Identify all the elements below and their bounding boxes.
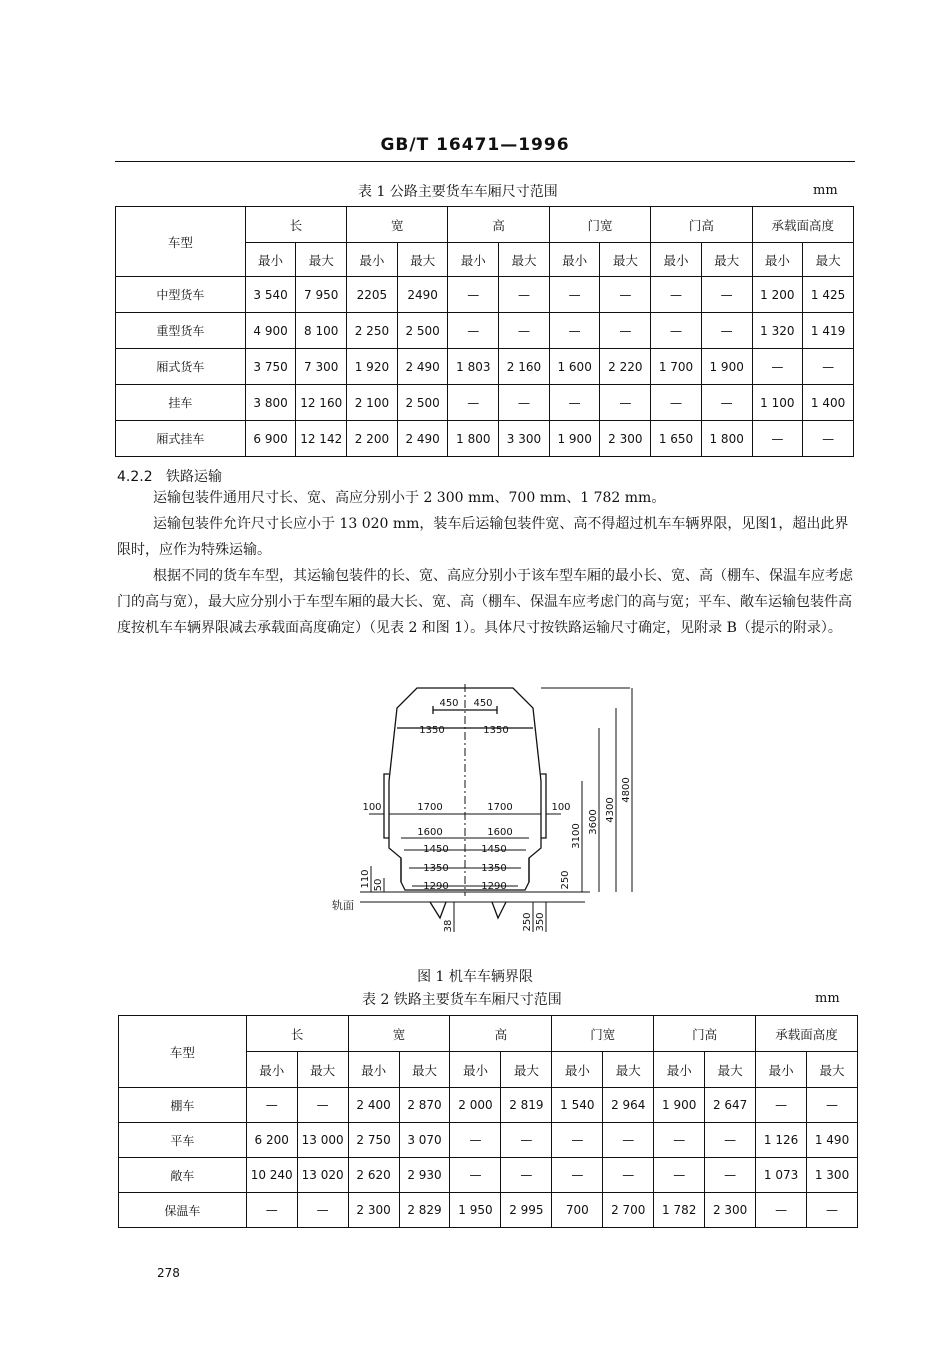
table-cell: — xyxy=(705,1158,756,1193)
dim-label: 1700 xyxy=(487,802,513,813)
table1-sub-max: 最大 xyxy=(296,243,347,277)
table-cell: 2 500 xyxy=(397,313,448,349)
table2-sub-max: 最大 xyxy=(705,1052,756,1088)
table2-sub-min: 最小 xyxy=(552,1052,603,1088)
table1-sub-min: 最小 xyxy=(752,243,803,277)
table-row xyxy=(116,421,854,457)
table2-group-header: 门宽 xyxy=(552,1016,654,1052)
table2-sub-min: 最小 xyxy=(246,1052,297,1088)
table1-caption: 表 1 公路主要货车车厢尺寸范围 xyxy=(358,184,558,200)
table-cell: 1 950 xyxy=(450,1193,501,1228)
table-cell: 1 320 xyxy=(752,313,803,349)
table-cell: 1 800 xyxy=(701,421,752,457)
table-row xyxy=(116,277,854,313)
table-cell: — xyxy=(701,313,752,349)
table-cell: — xyxy=(549,277,600,313)
table-cell: 1 100 xyxy=(752,385,803,421)
header-rule xyxy=(115,161,855,162)
table1-sub-min: 最小 xyxy=(448,243,499,277)
table-cell: 6 200 xyxy=(246,1123,297,1158)
table-cell: — xyxy=(448,277,499,313)
table-cell: 2 750 xyxy=(348,1123,399,1158)
table-row xyxy=(116,349,854,385)
row-type-name: 保温车 xyxy=(119,1193,247,1228)
table-cell: 700 xyxy=(552,1193,603,1228)
table-cell: — xyxy=(552,1123,603,1158)
table-cell: 1 650 xyxy=(651,421,702,457)
row-type-name: 中型货车 xyxy=(116,277,246,313)
row-type-name: 平车 xyxy=(119,1123,247,1158)
table1-sub-max: 最大 xyxy=(600,243,651,277)
table-cell: — xyxy=(246,1193,297,1228)
table-cell: 1 419 xyxy=(803,313,854,349)
table-cell: — xyxy=(603,1123,654,1158)
paragraph: 根据不同的货车车型，其运输包装件的长、宽、高应分别小于该车型车厢的最小长、宽、高（棚车、保温车应考虑门的高与宽），最大应分别小于车型车厢的最大长、宽、高（棚车、保温车应考虑门的高与宽；平车、敞车运输包装件高度按机车车辆界限减去承载面高度确定）（见表 2 和图 1）。具体尺寸按铁路运输尺寸确定，见附录 B（提示的附录）。 xyxy=(117,568,853,636)
table1-sub-min: 最小 xyxy=(651,243,702,277)
table1-sub-max: 最大 xyxy=(803,243,854,277)
table-cell: — xyxy=(450,1158,501,1193)
paragraph: 运输包装件允许尺寸长应小于 13 020 mm，装车后运输包装件宽、高不得超过机车车辆界限，见图1，超出此界限时，应作为特殊运输。 xyxy=(117,516,849,558)
table-cell: 1 782 xyxy=(654,1193,705,1228)
table-cell: 2 300 xyxy=(705,1193,756,1228)
table-cell: 2 964 xyxy=(603,1088,654,1123)
table1-sub-min: 最小 xyxy=(245,243,296,277)
table-cell: 3 800 xyxy=(245,385,296,421)
table-cell: — xyxy=(549,313,600,349)
table-cell: 2 100 xyxy=(347,385,398,421)
table-cell: — xyxy=(501,1123,552,1158)
table-cell: 1 600 xyxy=(549,349,600,385)
table-cell: 1 800 xyxy=(448,421,499,457)
paragraph: 运输包装件通用尺寸长、宽、高应分别小于 2 300 mm、700 mm、1 782 mm。 xyxy=(153,490,666,506)
table1-sub-max: 最大 xyxy=(499,243,550,277)
table-row xyxy=(119,1193,858,1228)
table-cell: 2 400 xyxy=(348,1088,399,1123)
table1-group-header: 高 xyxy=(448,207,549,243)
table-cell: 2 490 xyxy=(397,349,448,385)
table2-sub-min: 最小 xyxy=(756,1052,807,1088)
table-cell: 13 000 xyxy=(297,1123,348,1158)
table-cell: 1 700 xyxy=(651,349,702,385)
table-cell: 2 500 xyxy=(397,385,448,421)
table-cell: 2 829 xyxy=(399,1193,450,1228)
table-cell: 1 490 xyxy=(807,1123,858,1158)
table2-sub-min: 最小 xyxy=(654,1052,705,1088)
table-cell: — xyxy=(501,1158,552,1193)
table-cell: 2490 xyxy=(397,277,448,313)
section-number: 4.2.2 xyxy=(117,469,153,485)
table-cell: 1 900 xyxy=(549,421,600,457)
table-cell: 6 900 xyxy=(245,421,296,457)
table1-group-header: 门高 xyxy=(651,207,752,243)
table1-unit: mm xyxy=(813,183,838,198)
table-cell: 2 250 xyxy=(347,313,398,349)
table2-group-header: 承载面高度 xyxy=(756,1016,858,1052)
dim-label: 1350 xyxy=(481,863,507,874)
dim-label: 450 xyxy=(473,698,493,709)
row-type-name: 厢式货车 xyxy=(116,349,246,385)
table2-sub-max: 最大 xyxy=(399,1052,450,1088)
table-cell: — xyxy=(756,1193,807,1228)
table-cell: 1 200 xyxy=(752,277,803,313)
table-cell: — xyxy=(752,349,803,385)
table2-unit: mm xyxy=(815,991,840,1006)
dim-label: 1700 xyxy=(417,802,443,813)
table-cell: 1 540 xyxy=(552,1088,603,1123)
table2-sub-min: 最小 xyxy=(450,1052,501,1088)
table-cell: — xyxy=(499,313,550,349)
table2-sub-max: 最大 xyxy=(501,1052,552,1088)
table-cell: — xyxy=(807,1193,858,1228)
table-cell: — xyxy=(297,1193,348,1228)
table-cell: — xyxy=(651,313,702,349)
table-cell: 2205 xyxy=(347,277,398,313)
table1 xyxy=(115,206,854,457)
dim-label: 1350 xyxy=(483,725,509,736)
table-cell: — xyxy=(651,277,702,313)
row-type-name: 敞车 xyxy=(119,1158,247,1193)
table-cell: 7 300 xyxy=(296,349,347,385)
table-cell: — xyxy=(701,277,752,313)
dim-label: 450 xyxy=(439,698,459,709)
table-cell: — xyxy=(600,313,651,349)
table-cell: 7 950 xyxy=(296,277,347,313)
table-cell: — xyxy=(600,385,651,421)
table-cell: 12 160 xyxy=(296,385,347,421)
table-cell: 2 995 xyxy=(501,1193,552,1228)
table-cell: — xyxy=(756,1088,807,1123)
table2 xyxy=(118,1015,858,1228)
table-cell: — xyxy=(297,1088,348,1123)
dim-label: 1450 xyxy=(423,844,449,855)
table-cell: 2 819 xyxy=(501,1088,552,1123)
table-cell: — xyxy=(654,1123,705,1158)
table-cell: 2 300 xyxy=(348,1193,399,1228)
dim-label: 1290 xyxy=(481,881,507,892)
table2-group-header: 宽 xyxy=(348,1016,450,1052)
table-cell: — xyxy=(549,385,600,421)
table1-group-header: 承载面高度 xyxy=(752,207,854,243)
table2-sub-max: 最大 xyxy=(603,1052,654,1088)
dim-label: 250 xyxy=(560,870,571,890)
table-cell: 2 160 xyxy=(499,349,550,385)
table2-caption: 表 2 铁路主要货车车厢尺寸范围 xyxy=(362,992,562,1008)
table1-sub-max: 最大 xyxy=(397,243,448,277)
table-cell: 2 200 xyxy=(347,421,398,457)
table-row xyxy=(116,385,854,421)
table-cell: 2 870 xyxy=(399,1088,450,1123)
dim-label: 110 xyxy=(360,869,371,889)
table1-group-header: 宽 xyxy=(347,207,448,243)
table-cell: 3 070 xyxy=(399,1123,450,1158)
table-cell: 2 700 xyxy=(603,1193,654,1228)
table2-group-header: 门高 xyxy=(654,1016,756,1052)
loading-gauge-diagram xyxy=(320,670,660,942)
section-title: 铁路运输 xyxy=(165,469,222,485)
table-cell: 2 300 xyxy=(600,421,651,457)
table2-sub-max: 最大 xyxy=(297,1052,348,1088)
table-cell: 1 073 xyxy=(756,1158,807,1193)
dim-label: 100 xyxy=(362,802,382,813)
table-cell: 1 920 xyxy=(347,349,398,385)
table-row xyxy=(116,313,854,349)
table-cell: — xyxy=(448,313,499,349)
table-cell: 12 142 xyxy=(296,421,347,457)
table-cell: — xyxy=(752,421,803,457)
table-cell: — xyxy=(705,1123,756,1158)
table-cell: — xyxy=(499,277,550,313)
row-type-name: 重型货车 xyxy=(116,313,246,349)
table-cell: 2 000 xyxy=(450,1088,501,1123)
table1-group-header: 长 xyxy=(245,207,346,243)
table-cell: 1 400 xyxy=(803,385,854,421)
dim-label: 1290 xyxy=(423,881,449,892)
table-row xyxy=(119,1088,858,1123)
dim-label: 1600 xyxy=(417,827,443,838)
table-cell: — xyxy=(246,1088,297,1123)
table-cell: 8 100 xyxy=(296,313,347,349)
table-cell: 1 900 xyxy=(701,349,752,385)
dim-label: 38 xyxy=(443,919,454,933)
table-cell: 10 240 xyxy=(246,1158,297,1193)
figure-caption: 图 1 机车车辆界限 xyxy=(417,969,533,985)
table1-type-header: 车型 xyxy=(116,207,246,277)
rail-label: 轨面 xyxy=(332,899,354,912)
table-cell: — xyxy=(450,1123,501,1158)
table-cell: 3 300 xyxy=(499,421,550,457)
dim-label: 250 xyxy=(522,912,533,932)
dim-label: 1450 xyxy=(481,844,507,855)
table-cell: — xyxy=(807,1088,858,1123)
table-cell: — xyxy=(651,385,702,421)
table-cell: 3 750 xyxy=(245,349,296,385)
table-cell: 1 803 xyxy=(448,349,499,385)
table1-group-header: 门宽 xyxy=(549,207,650,243)
dim-label: 1350 xyxy=(423,863,449,874)
table-cell: — xyxy=(654,1158,705,1193)
table-cell: 1 126 xyxy=(756,1123,807,1158)
row-type-name: 厢式挂车 xyxy=(116,421,246,457)
table2-sub-min: 最小 xyxy=(348,1052,399,1088)
table-cell: 1 300 xyxy=(807,1158,858,1193)
table-cell: — xyxy=(552,1158,603,1193)
table1-sub-max: 最大 xyxy=(701,243,752,277)
page-number: 278 xyxy=(157,1266,180,1280)
table-row xyxy=(119,1123,858,1158)
table-cell: 4 900 xyxy=(245,313,296,349)
table2-group-header: 高 xyxy=(450,1016,552,1052)
section-heading xyxy=(117,466,222,486)
table-cell: — xyxy=(448,385,499,421)
row-type-name: 挂车 xyxy=(116,385,246,421)
dim-label: 4800 xyxy=(621,777,632,803)
table2-group-header: 长 xyxy=(246,1016,348,1052)
table-cell: — xyxy=(499,385,550,421)
table-cell: 2 647 xyxy=(705,1088,756,1123)
dim-label: 3600 xyxy=(588,809,599,835)
table-cell: 2 930 xyxy=(399,1158,450,1193)
table-cell: 2 620 xyxy=(348,1158,399,1193)
table-cell: — xyxy=(803,421,854,457)
table-cell: — xyxy=(603,1158,654,1193)
table-cell: 3 540 xyxy=(245,277,296,313)
table2-sub-max: 最大 xyxy=(807,1052,858,1088)
dim-label: 1600 xyxy=(487,827,513,838)
dim-label: 3100 xyxy=(571,823,582,849)
table-cell: 1 425 xyxy=(803,277,854,313)
table-cell: 2 490 xyxy=(397,421,448,457)
table-cell: — xyxy=(600,277,651,313)
table2-type-header: 车型 xyxy=(119,1016,247,1088)
table-row xyxy=(119,1158,858,1193)
dim-label: 1350 xyxy=(419,725,445,736)
dim-label: 100 xyxy=(551,802,571,813)
row-type-name: 棚车 xyxy=(119,1088,247,1123)
table1-sub-min: 最小 xyxy=(549,243,600,277)
standard-code: GB/T 16471—1996 xyxy=(380,135,570,155)
dim-label: 50 xyxy=(373,878,384,892)
table-cell: — xyxy=(701,385,752,421)
table-cell: 13 020 xyxy=(297,1158,348,1193)
dim-label: 350 xyxy=(535,912,546,932)
table-cell: — xyxy=(803,349,854,385)
table-cell: 1 900 xyxy=(654,1088,705,1123)
table1-sub-min: 最小 xyxy=(347,243,398,277)
table-cell: 2 220 xyxy=(600,349,651,385)
dim-label: 4300 xyxy=(605,797,616,823)
